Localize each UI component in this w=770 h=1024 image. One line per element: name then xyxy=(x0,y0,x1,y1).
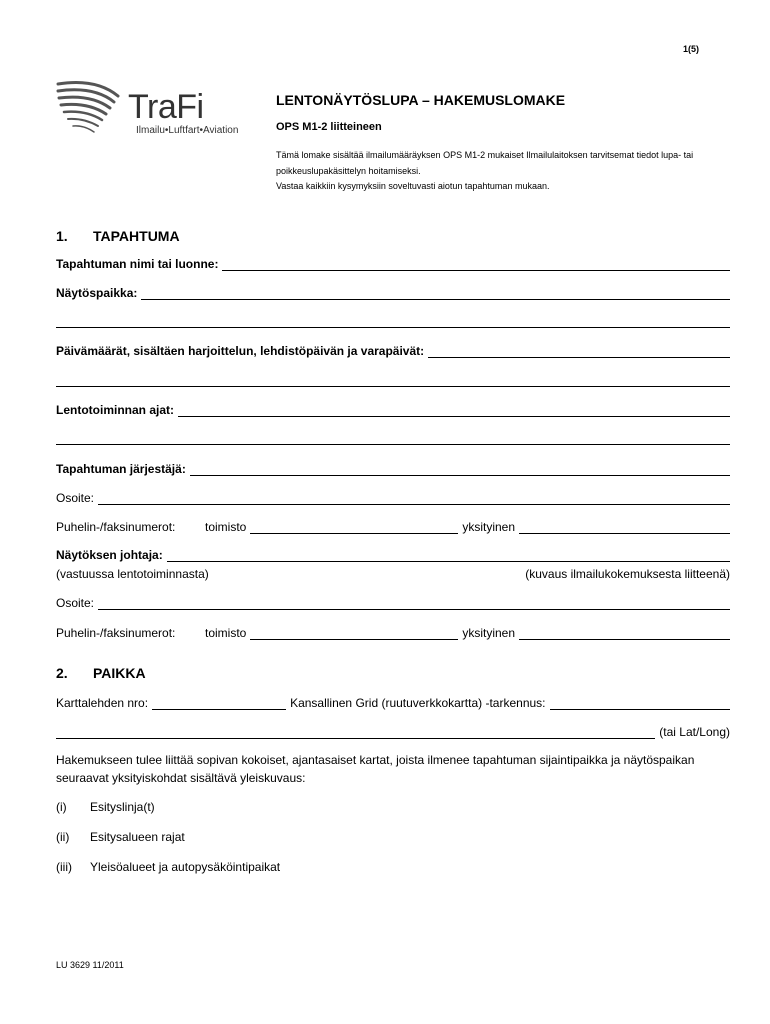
logo-subtitle: Ilmailu•Luftfart•Aviation xyxy=(136,125,239,136)
list-item xyxy=(56,830,185,844)
address-label: Osoite: xyxy=(56,491,95,505)
latlong-field[interactable] xyxy=(56,726,655,739)
organizer-label: Tapahtuman järjestäjä: xyxy=(56,462,186,476)
address2-label: Osoite: xyxy=(56,596,95,610)
grid-label: Kansallinen Grid (ruutuverkkokartta) -tarkennus: xyxy=(290,696,546,710)
flight-times-field[interactable] xyxy=(178,404,730,417)
section-title: TAPAHTUMA xyxy=(93,228,180,244)
office2-label: toimisto xyxy=(205,626,247,640)
director-row xyxy=(56,546,730,562)
list-item-text: Yleisöalueet ja autopysäköintipaikat xyxy=(90,860,281,874)
section-2-paragraph: Hakemukseen tulee liittää sopivan kokoiset, ajantasaiset kartat, joista ilmenee tapahtuman sijaintipaikka ja näytöspaikan seuraavat yksityiskohdat sisältävä yleiskuvaus: xyxy=(56,753,695,785)
event-name-field[interactable] xyxy=(222,258,730,271)
address-field[interactable] xyxy=(98,492,730,505)
office-label: toimisto xyxy=(205,520,247,534)
document-subtitle: OPS M1-2 liitteineen xyxy=(276,121,382,133)
office-phone-field[interactable] xyxy=(250,521,458,534)
private2-phone-field[interactable] xyxy=(519,627,730,640)
organizer-field[interactable] xyxy=(190,463,730,476)
document-title: LENTONÄYTÖSLUPA – HAKEMUSLOMAKE xyxy=(276,92,566,108)
list-item-key: (i) xyxy=(56,800,67,814)
address2-row xyxy=(56,594,730,610)
section-number: 1. xyxy=(56,228,68,244)
latlong-label: (tai Lat/Long) xyxy=(659,725,730,739)
phone2-row xyxy=(56,624,730,640)
section-title: PAIKKA xyxy=(93,665,146,681)
map-row xyxy=(56,694,730,710)
phone2-label: Puhelin-/faksinumerot: xyxy=(56,626,176,640)
map-number-field[interactable] xyxy=(152,697,286,710)
intro-instruction: Vastaa kaikkiin kysymyksiin soveltuvasti aiotun tapahtuman mukaan. xyxy=(276,181,550,191)
section-1-heading xyxy=(56,228,180,244)
section-2-heading xyxy=(56,665,146,681)
venue-field[interactable] xyxy=(141,287,730,300)
address-row xyxy=(56,489,730,505)
organizer-row xyxy=(56,460,730,476)
flight-times-label: Lentotoiminnan ajat: xyxy=(56,403,174,417)
phone-row xyxy=(56,518,730,534)
list-item-key: (iii) xyxy=(56,860,72,874)
director-field[interactable] xyxy=(167,549,730,562)
list-item-key: (ii) xyxy=(56,830,70,844)
event-name-label: Tapahtuman nimi tai luonne: xyxy=(56,257,219,271)
private-phone-field[interactable] xyxy=(519,521,730,534)
map-label: Karttalehden nro: xyxy=(56,696,149,710)
form-code: LU 3629 11/2011 xyxy=(56,960,124,970)
dates-row xyxy=(56,342,730,358)
private-label: yksityinen xyxy=(462,520,516,534)
page-number: 1(5) xyxy=(683,44,700,54)
intro-text: Tämä lomake sisältää ilmailumääräyksen OPS M1-2 mukaiset Ilmailulaitoksen tarvitsemat tiedot lupa- tai poikkeuslupakäsittelyn hoitamiseksi. xyxy=(276,150,694,176)
address2-field[interactable] xyxy=(98,597,730,610)
grid-field[interactable] xyxy=(550,697,730,710)
office2-phone-field[interactable] xyxy=(250,627,458,640)
director-note-left: (vastuussa lentotoiminnasta) xyxy=(56,567,209,581)
list-item-text: Esitysalueen rajat xyxy=(90,830,185,844)
list-item-text: Esityslinja(t) xyxy=(90,800,155,814)
flight-times-field-line-2[interactable] xyxy=(56,432,730,445)
phone-label: Puhelin-/faksinumerot: xyxy=(56,520,176,534)
dates-field[interactable] xyxy=(428,345,730,358)
logo-brand: TraFi xyxy=(128,88,204,126)
flight-times-row xyxy=(56,401,730,417)
venue-label: Näytöspaikka: xyxy=(56,286,138,300)
director-note-right: (kuvaus ilmailukokemuksesta liitteenä) xyxy=(525,567,730,581)
venue-field-line-2[interactable] xyxy=(56,315,730,328)
venue-row xyxy=(56,284,730,300)
section-number: 2. xyxy=(56,665,68,681)
dates-field-line-2[interactable] xyxy=(56,374,730,387)
list-item xyxy=(56,860,280,874)
latlong-row xyxy=(56,723,730,739)
director-notes-row xyxy=(56,565,730,581)
list-item xyxy=(56,800,155,814)
dates-label: Päivämäärät, sisältäen harjoittelun, lehdistöpäivän ja varapäivät: xyxy=(56,344,425,358)
director-label: Näytöksen johtaja: xyxy=(56,548,163,562)
event-name-row xyxy=(56,255,730,271)
private2-label: yksityinen xyxy=(462,626,516,640)
